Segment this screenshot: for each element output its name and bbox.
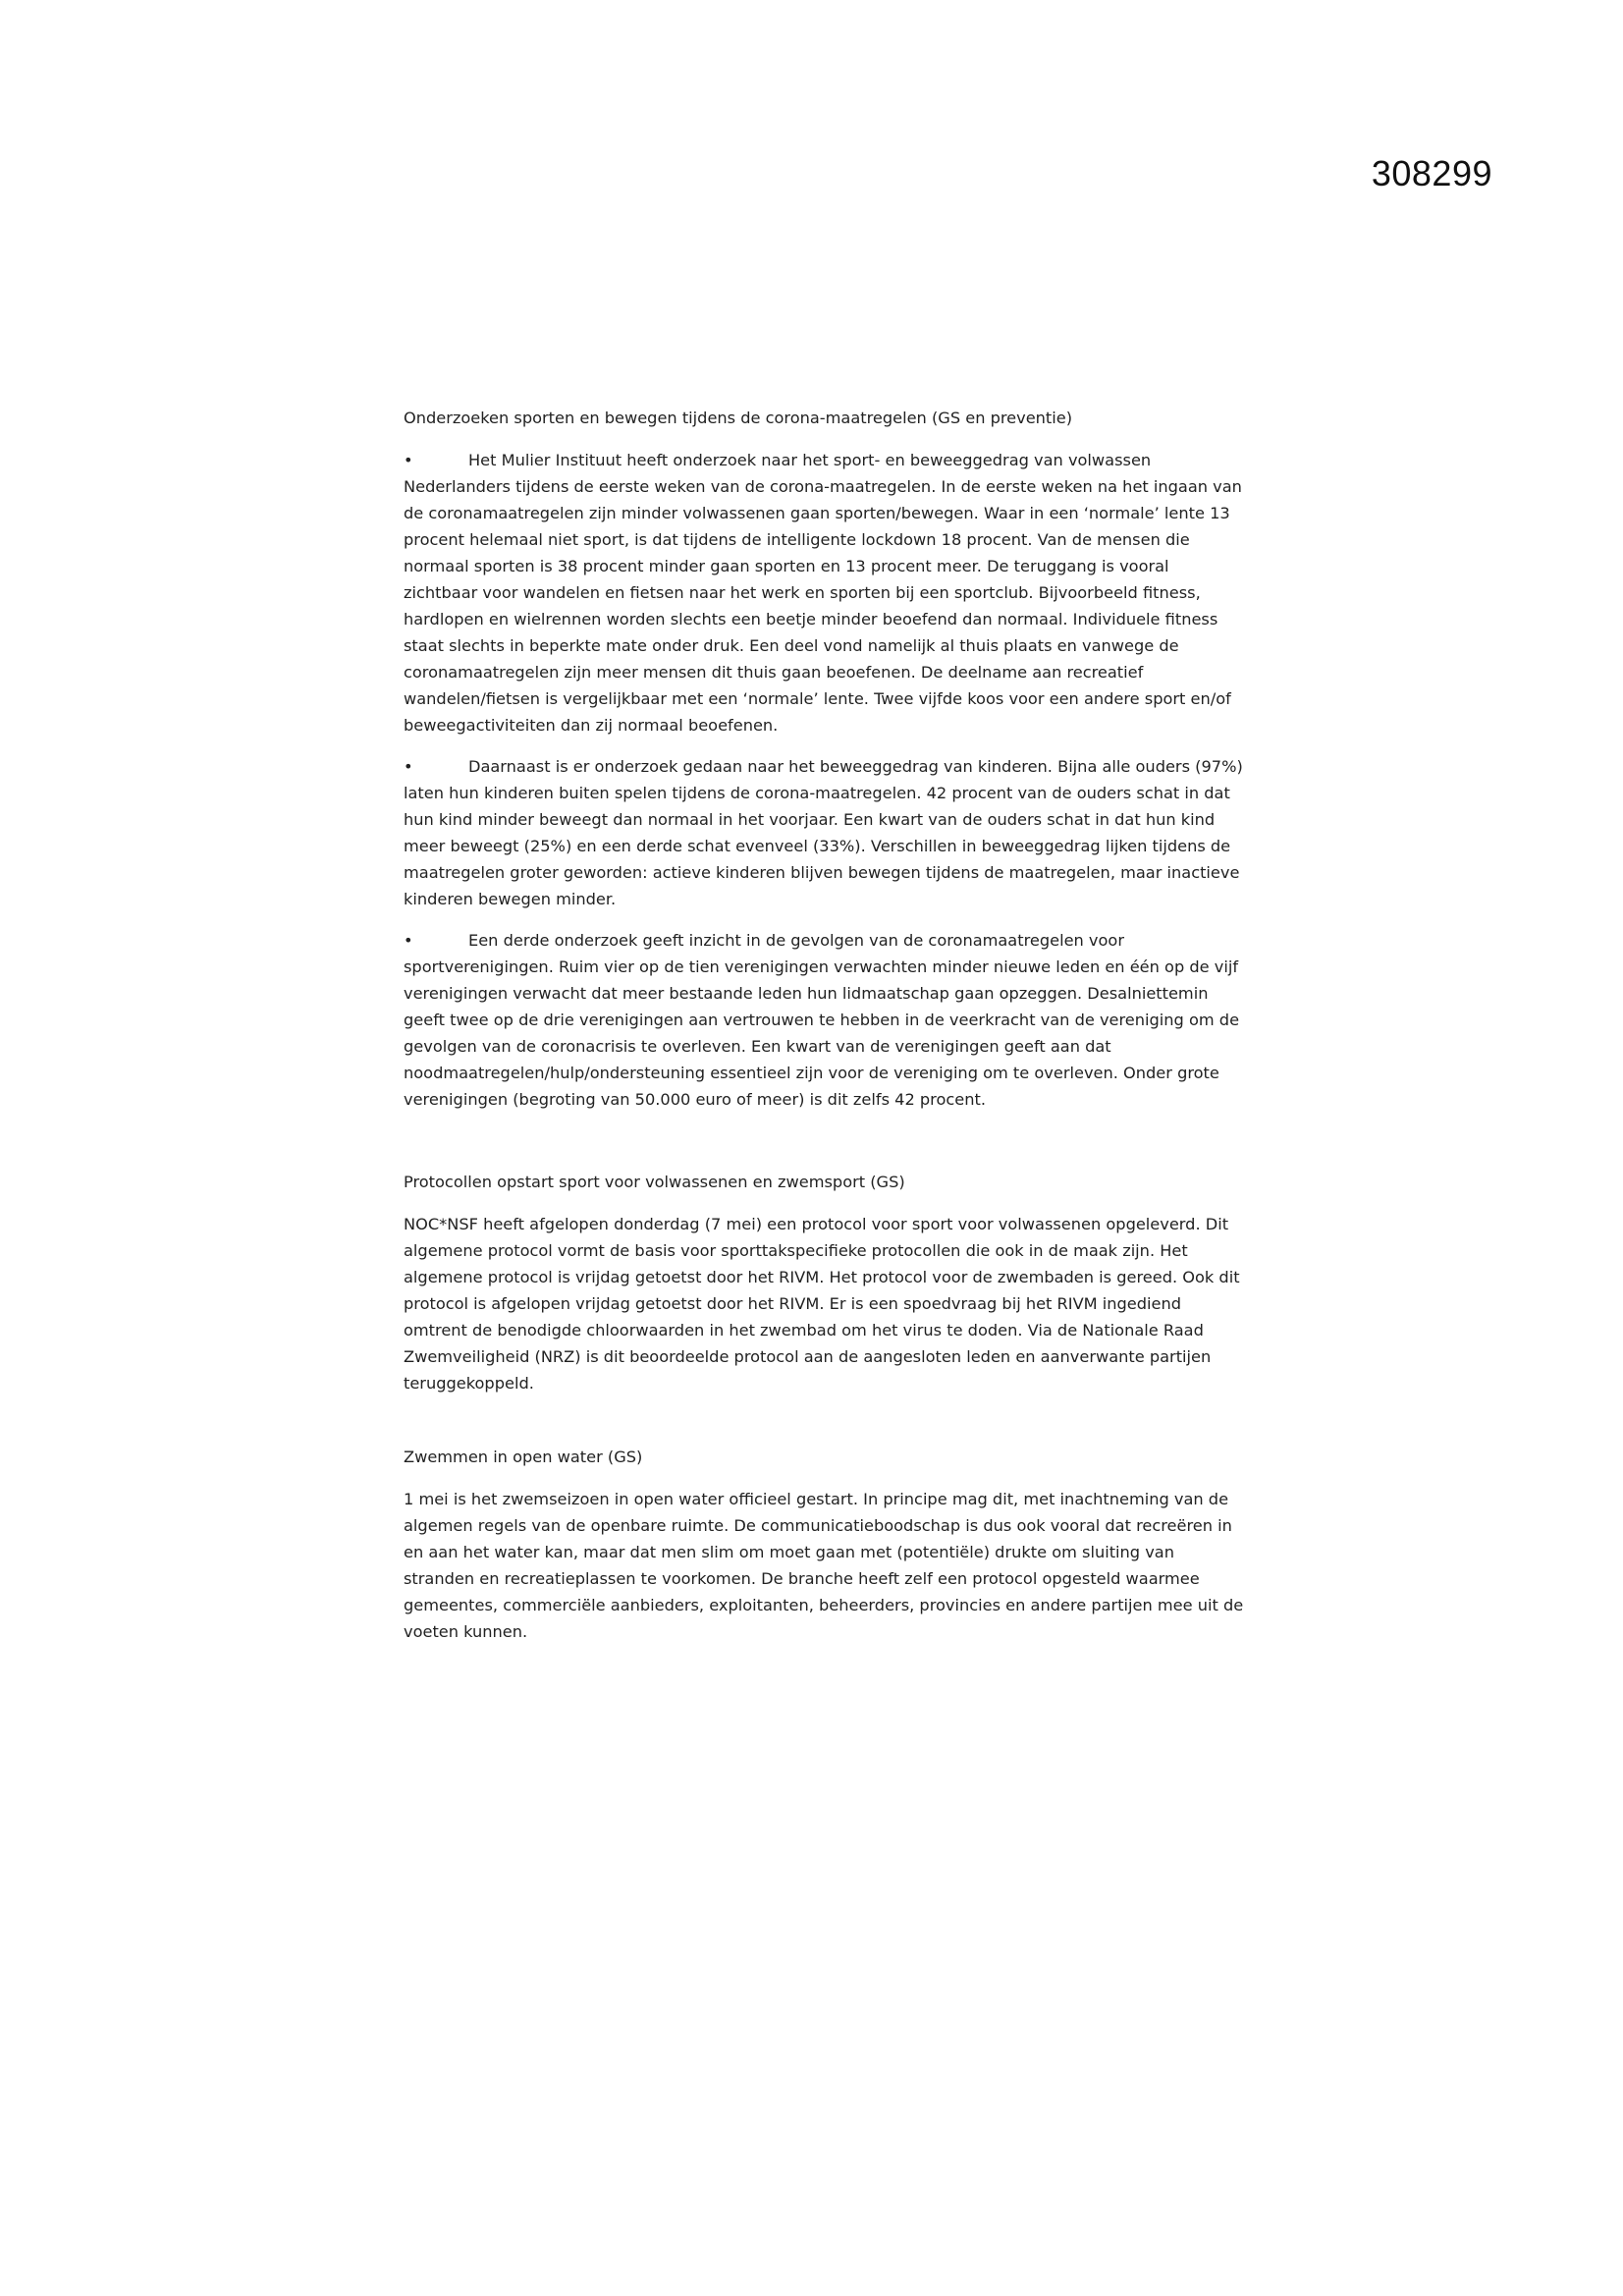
bullet-icon: • (404, 931, 413, 950)
bullet-item (404, 753, 1244, 912)
bullet-icon: • (404, 451, 413, 469)
section-heading: Onderzoeken sporten en bewegen tijdens de corona-maatregelen (GS en preventie) (404, 409, 1073, 427)
document-body (404, 405, 1244, 1645)
bullet-text: Het Mulier Instituut heeft onderzoek naar het sport- en beweeggedrag van volwassen Nederlanders tijdens de eerste weken van de corona-maatregelen. In de eerste weken na het ingaan van de coronamaatregelen zijn minder volwassenen gaan sporten/bewegen. Waar in een ‘normale’ lente 13 procent helemaal niet sport, is dat tijdens de intelligente lockdown 18 procent. Van de mensen die normaal sporten is 38 procent minder gaan sporten en 13 procent meer. De teruggang is vooral zichtbaar voor wandelen en fietsen naar het werk en sporten bij een sportclub. Bijvoorbeeld fitness, hardlopen en wielrennen worden slechts een beetje minder beoefend dan normaal. Individuele fitness staat slechts in beperkte mate onder druk. Een deel vond namelijk al thuis plaats en vanwege de coronamaatregelen zijn meer mensen dit thuis gaan beoefenen. De deelname aan recreatief wandelen/fietsen is vergelijkbaar met een ‘normale’ lente. Twee vijfde koos voor een andere sport en/of beweegactiviteiten dan zij normaal beoefenen. (404, 451, 1242, 735)
section-paragraph: NOC*NSF heeft afgelopen donderdag (7 mei) een protocol voor sport voor volwassenen opgeleverd. Dit algemene protocol vormt de basis voor sporttakspecifieke protocollen die ook in de maak zijn. Het algemene protocol is vrijdag getoetst door het RIVM. Het protocol voor de zwembaden is gereed. Ook dit protocol is afgelopen vrijdag getoetst door het RIVM. Er is een spoedvraag bij het RIVM ingediend omtrent de benodigde chloorwaarden in het zwembad om het virus te doden. Via de Nationale Raad Zwemveiligheid (NRZ) is dit beoordeelde protocol aan de aangesloten leden en aanverwante partijen teruggekoppeld. (404, 1215, 1240, 1393)
section-heading: Protocollen opstart sport voor volwassenen en zwemsport (GS) (404, 1173, 905, 1191)
section-research (404, 405, 1244, 1113)
section-heading: Zwemmen in open water (GS) (404, 1448, 643, 1466)
section-spacer (404, 1396, 1244, 1444)
section-open-water (404, 1444, 1244, 1645)
bullet-text: Daarnaast is er onderzoek gedaan naar het beweeggedrag van kinderen. Bijna alle ouders (97%) laten hun kinderen buiten spelen tijdens de corona-maatregelen. 42 procent van de ouders schat in dat hun kind minder beweegt dan normaal in het voorjaar. Een kwart van de ouders schat in dat hun kind meer beweegt (25%) en een derde schat evenveel (33%). Verschillen in beweeggedrag lijken tijdens de maatregelen groter geworden: actieve kinderen blijven bewegen tijdens de maatregelen, maar inactieve kinderen bewegen minder. (404, 757, 1243, 908)
bullet-text: Een derde onderzoek geeft inzicht in de gevolgen van de coronamaatregelen voor sportverenigingen. Ruim vier op de tien verenigingen verwachten minder nieuwe leden en één op de vijf verenigingen verwacht dat meer bestaande leden hun lidmaatschap gaan opzeggen. Desalniettemin geeft twee op de drie verenigingen aan vertrouwen te hebben in de veerkracht van de vereniging om de gevolgen van de coronacrisis te overleven. Een kwart van de verenigingen geeft aan dat noodmaatregelen/hulp/ondersteuning essentieel zijn voor de vereniging om te overleven. Onder grote verenigingen (begroting van 50.000 euro of meer) is dit zelfs 42 procent. (404, 931, 1240, 1109)
section-protocols (404, 1169, 1244, 1396)
bullet-item (404, 447, 1244, 738)
section-spacer (404, 1127, 1244, 1169)
bullet-item (404, 927, 1244, 1113)
bullet-icon: • (404, 757, 413, 776)
section-paragraph: 1 mei is het zwemseizoen in open water officieel gestart. In principe mag dit, met inachtneming van de algemen regels van de openbare ruimte. De communicatieboodschap is dus ook vooral dat recreëren in en aan het water kan, maar dat men slim om moet gaan met (potentiële) drukte om sluiting van stranden en recreatieplassen te voorkomen. De branche heeft zelf een protocol opgesteld waarmee gemeentes, commerciële aanbieders, exploitanten, beheerders, provincies en andere partijen mee uit de voeten kunnen. (404, 1490, 1244, 1641)
document-number: 308299 (1371, 153, 1492, 193)
